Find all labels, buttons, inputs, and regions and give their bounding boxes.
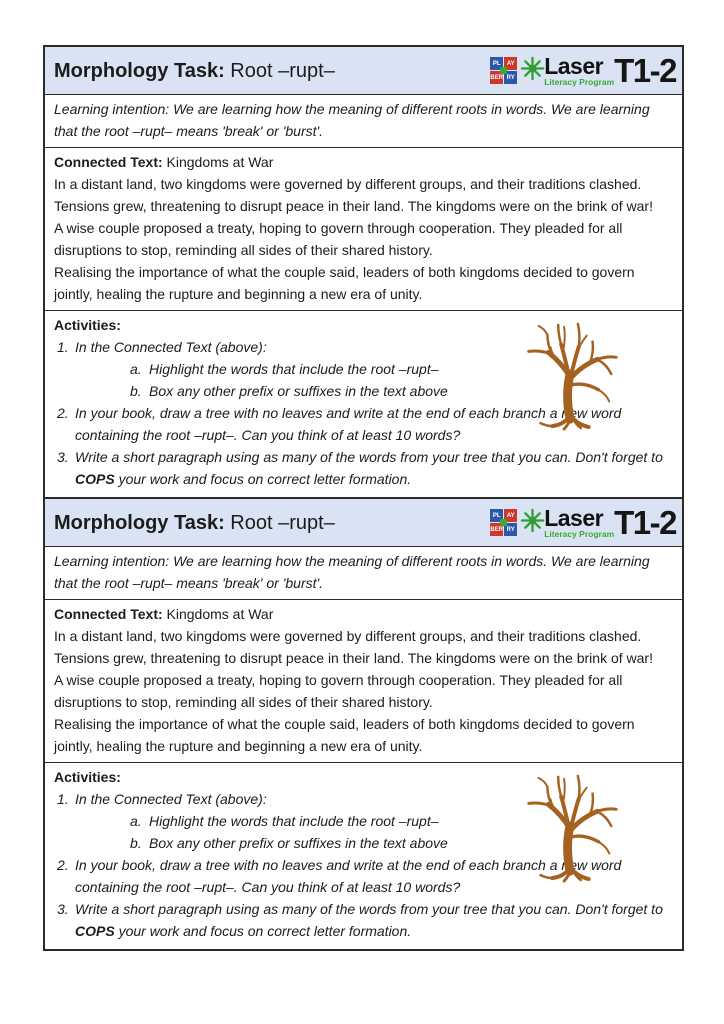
activities-label: Activities: (54, 769, 121, 785)
connected-text-label: Connected Text: (54, 154, 163, 170)
brand-name: Laser (544, 504, 604, 531)
connected-text-title-line (54, 603, 672, 625)
story-paragraph: In a distant land, two kingdoms were governed by different groups, and their traditions clashed. Tensions grew, threatening to disrupt peace in their land. The kingdoms were on the brink of war! (54, 628, 653, 666)
activity-item-3 (54, 446, 672, 490)
item-text-post: your work and focus on correct letter formation. (114, 471, 412, 487)
laser-starburst-icon (520, 508, 545, 533)
puzzle-piece-pl: PL (490, 57, 503, 70)
item-text: In your book, draw a tree with no leaves and write at the end of each branch a new word containing the root –rupt–. Can you think of at least 10 words? (75, 857, 622, 895)
learning-intention-text: Learning intention: We are learning how the meaning of different roots in words. We are learning that the root –rupt– means 'break' or 'burst'. (54, 553, 650, 591)
item-number: 2. (57, 405, 69, 421)
puzzle-piece-pl: PL (490, 509, 503, 522)
laser-starburst-icon (520, 56, 545, 81)
puzzle-piece-ry: RY (504, 523, 517, 536)
item-text-post: your work and focus on correct letter formation. (114, 923, 412, 939)
item-text: Box any other prefix or suffixes in the text above (149, 383, 448, 399)
item-letter: b. (130, 835, 142, 851)
connected-text-title: Kingdoms at War (162, 606, 274, 622)
activity-item-3 (54, 898, 672, 942)
page-title (54, 59, 335, 83)
laser-literacy-logo (490, 506, 676, 539)
puzzle-piece-ry: RY (504, 71, 517, 84)
puzzle-piece-ber: BER (490, 71, 503, 84)
page-title (54, 511, 335, 535)
learning-intention-row (45, 546, 682, 599)
item-text-pre: Write a short paragraph using as many of the words from your tree that you can. Don't forget to (75, 901, 663, 917)
puzzle-connector (500, 519, 507, 526)
card-header (45, 47, 682, 94)
term-tag: T1-2 (614, 52, 676, 89)
title-topic: Root –rupt– (224, 511, 335, 534)
puzzle-piece-ber: BER (490, 523, 503, 536)
title-topic: Root –rupt– (224, 59, 335, 82)
morphology-task-card-2 (43, 497, 684, 951)
connected-text-title-line (54, 151, 672, 173)
learning-intention-text: Learning intention: We are learning how the meaning of different roots in words. We are learning that the root –rupt– means 'break' or 'burst'. (54, 101, 650, 139)
connected-text-label: Connected Text: (54, 606, 163, 622)
brand-subtitle: Literacy Program (544, 76, 615, 87)
item-letter: b. (130, 383, 142, 399)
item-text: In the Connected Text (above): (75, 791, 267, 807)
bare-tree-image (520, 318, 620, 431)
title-label: Morphology Task: (54, 59, 225, 82)
title-label: Morphology Task: (54, 511, 225, 534)
story-paragraph: A wise couple proposed a treaty, hoping to govern through cooperation. They pleaded for all disruptions to stop, reminding all sides of their shared history. (54, 672, 623, 710)
cops-acronym: COPS (75, 471, 115, 487)
puzzle-connector (500, 67, 507, 74)
connected-text-row (45, 599, 682, 762)
connected-text-row (45, 147, 682, 310)
item-text: In the Connected Text (above): (75, 339, 267, 355)
item-number: 3. (57, 901, 69, 917)
item-letter: a. (130, 361, 142, 377)
story-paragraph: Realising the importance of what the couple said, leaders of both kingdoms decided to govern jointly, healing the rupture and beginning a new era of unity. (54, 716, 635, 754)
brand-text (544, 504, 615, 539)
item-text: Box any other prefix or suffixes in the text above (149, 835, 448, 851)
playberry-puzzle-logo (490, 57, 517, 84)
item-text (75, 446, 672, 490)
puzzle-piece-ay: AY (504, 57, 517, 70)
brand-name: Laser (544, 52, 604, 79)
morphology-task-card-1 (43, 45, 684, 499)
item-text: In your book, draw a tree with no leaves and write at the end of each branch a new word containing the root –rupt–. Can you think of at least 10 words? (75, 405, 622, 443)
item-number: 1. (57, 339, 69, 355)
activities-label: Activities: (54, 317, 121, 333)
term-tag: T1-2 (614, 504, 676, 541)
card-header (45, 499, 682, 546)
bare-tree-image (520, 770, 620, 883)
story-paragraph: In a distant land, two kingdoms were governed by different groups, and their traditions clashed. Tensions grew, threatening to disrupt peace in their land. The kingdoms were on the brink of war! (54, 176, 653, 214)
activities-row (45, 310, 682, 497)
connected-text-title: Kingdoms at War (162, 154, 274, 170)
item-number: 1. (57, 791, 69, 807)
story-paragraph: Realising the importance of what the couple said, leaders of both kingdoms decided to govern jointly, healing the rupture and beginning a new era of unity. (54, 264, 635, 302)
puzzle-piece-ay: AY (504, 509, 517, 522)
item-text-pre: Write a short paragraph using as many of the words from your tree that you can. Don't forget to (75, 449, 663, 465)
item-text: Highlight the words that include the root –rupt– (149, 813, 439, 829)
learning-intention-row (45, 94, 682, 147)
item-number: 3. (57, 449, 69, 465)
brand-subtitle: Literacy Program (544, 528, 615, 539)
item-letter: a. (130, 813, 142, 829)
cops-acronym: COPS (75, 923, 115, 939)
item-text (75, 898, 672, 942)
story-paragraph: A wise couple proposed a treaty, hoping to govern through cooperation. They pleaded for all disruptions to stop, reminding all sides of their shared history. (54, 220, 623, 258)
playberry-puzzle-logo (490, 509, 517, 536)
item-number: 2. (57, 857, 69, 873)
brand-text (544, 52, 615, 87)
laser-literacy-logo (490, 54, 676, 87)
activities-row (45, 762, 682, 949)
item-text: Highlight the words that include the root –rupt– (149, 361, 439, 377)
